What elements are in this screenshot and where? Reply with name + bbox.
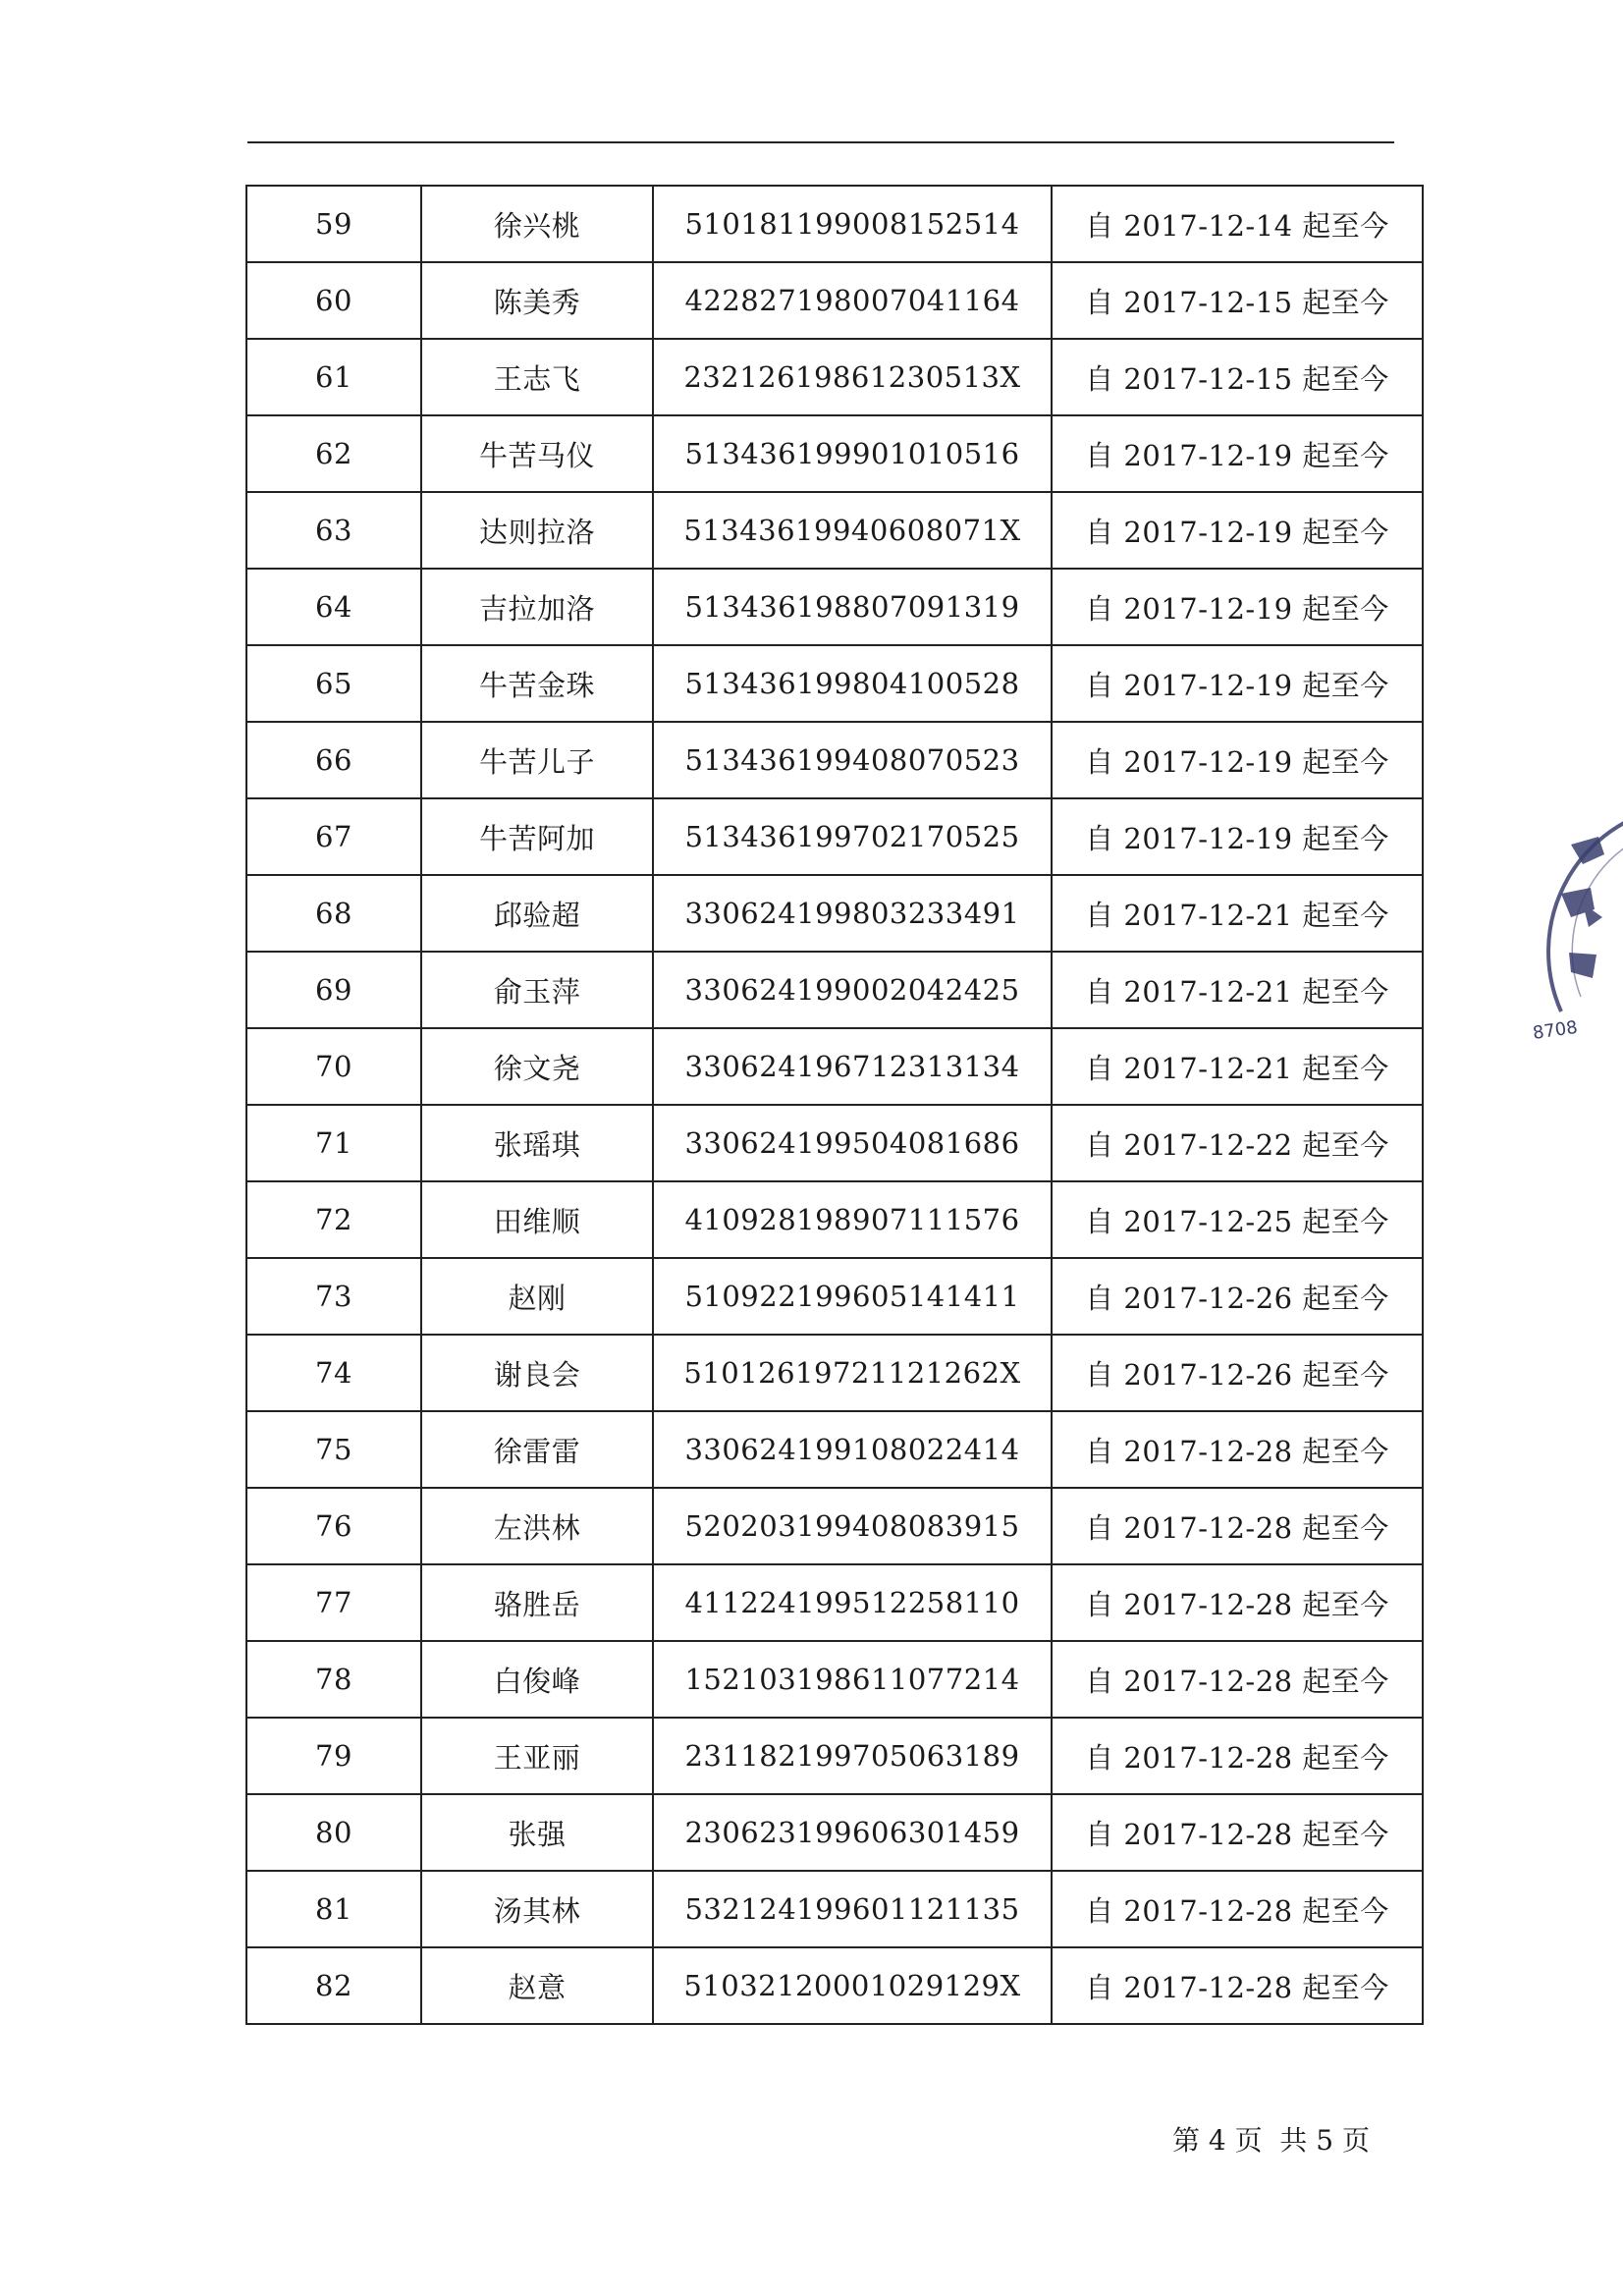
id-number: 51012619721121262X [653,1335,1052,1411]
table-row [246,1028,1423,1105]
table-row [246,569,1423,645]
id-number: 51343619940608071X [653,492,1052,569]
employee-name: 汤其林 [421,1871,653,1947]
employee-name: 王志飞 [421,339,653,415]
table-row [246,798,1423,875]
employment-period: 自 2017-12-21 起至今 [1052,952,1423,1028]
page-number: 第 4 页 共 5 页 [1171,2124,1370,2157]
employment-period: 自 2017-12-19 起至今 [1052,569,1423,645]
table-row [246,1488,1423,1564]
id-number: 513436199408070523 [653,722,1052,798]
employee-name: 徐雷雷 [421,1411,653,1488]
table-row [246,1105,1423,1181]
row-number: 65 [246,645,421,722]
table-row [246,1871,1423,1947]
table-row [246,415,1423,492]
employment-period: 自 2017-12-28 起至今 [1052,1488,1423,1564]
id-number: 330624196712313134 [653,1028,1052,1105]
employment-period: 自 2017-12-19 起至今 [1052,492,1423,569]
employment-period: 自 2017-12-19 起至今 [1052,645,1423,722]
row-number: 81 [246,1871,421,1947]
row-number: 64 [246,569,421,645]
official-seal [1532,786,1623,1139]
employee-name: 张瑶琪 [421,1105,653,1181]
employee-name: 陈美秀 [421,262,653,339]
employment-period: 自 2017-12-19 起至今 [1052,798,1423,875]
employment-period: 自 2017-12-19 起至今 [1052,415,1423,492]
id-number: 510922199605141411 [653,1258,1052,1335]
row-number: 69 [246,952,421,1028]
employee-table [245,185,1424,2025]
employment-period: 自 2017-12-25 起至今 [1052,1181,1423,1258]
employment-period: 自 2017-12-28 起至今 [1052,1871,1423,1947]
table-row [246,186,1423,262]
id-number: 230623199606301459 [653,1794,1052,1871]
employment-period: 自 2017-12-28 起至今 [1052,1411,1423,1488]
table-row [246,1335,1423,1411]
id-number: 513436199702170525 [653,798,1052,875]
row-number: 68 [246,875,421,952]
row-number: 62 [246,415,421,492]
employee-name: 牛苦儿子 [421,722,653,798]
id-number: 422827198007041164 [653,262,1052,339]
id-number: 513436198807091319 [653,569,1052,645]
employment-period: 自 2017-12-28 起至今 [1052,1794,1423,1871]
row-number: 59 [246,186,421,262]
employment-period: 自 2017-12-28 起至今 [1052,1564,1423,1641]
table-row [246,1564,1423,1641]
id-number: 231182199705063189 [653,1718,1052,1794]
row-number: 71 [246,1105,421,1181]
id-number: 330624199002042425 [653,952,1052,1028]
employee-name: 俞玉萍 [421,952,653,1028]
table-row [246,262,1423,339]
row-number: 63 [246,492,421,569]
employment-period: 自 2017-12-22 起至今 [1052,1105,1423,1181]
row-number: 61 [246,339,421,415]
employee-name: 达则拉洛 [421,492,653,569]
id-number: 330624199803233491 [653,875,1052,952]
table-row [246,339,1423,415]
id-number: 411224199512258110 [653,1564,1052,1641]
table-row [246,492,1423,569]
id-number: 520203199408083915 [653,1488,1052,1564]
employee-name: 田维顺 [421,1181,653,1258]
row-number: 80 [246,1794,421,1871]
employee-name: 徐文尧 [421,1028,653,1105]
row-number: 75 [246,1411,421,1488]
header-rule [247,141,1394,143]
employment-period: 自 2017-12-26 起至今 [1052,1258,1423,1335]
table-row [246,1641,1423,1718]
employment-period: 自 2017-12-28 起至今 [1052,1641,1423,1718]
employment-period: 自 2017-12-19 起至今 [1052,722,1423,798]
table-row [246,1411,1423,1488]
employment-period: 自 2017-12-28 起至今 [1052,1718,1423,1794]
employment-period: 自 2017-12-21 起至今 [1052,875,1423,952]
id-number: 513436199901010516 [653,415,1052,492]
row-number: 82 [246,1947,421,2024]
employee-name: 牛苦金珠 [421,645,653,722]
id-number: 510181199008152514 [653,186,1052,262]
row-number: 76 [246,1488,421,1564]
id-number: 51032120001029129X [653,1947,1052,2024]
row-number: 78 [246,1641,421,1718]
row-number: 66 [246,722,421,798]
employee-name: 牛苦马仪 [421,415,653,492]
employee-name: 谢良会 [421,1335,653,1411]
employment-period: 自 2017-12-14 起至今 [1052,186,1423,262]
employee-name: 白俊峰 [421,1641,653,1718]
employee-name: 牛苦阿加 [421,798,653,875]
id-number: 23212619861230513X [653,339,1052,415]
id-number: 330624199504081686 [653,1105,1052,1181]
table-body [246,186,1423,2024]
table-row [246,952,1423,1028]
employee-name: 赵刚 [421,1258,653,1335]
id-number: 532124199601121135 [653,1871,1052,1947]
table-row [246,1181,1423,1258]
employment-period: 自 2017-12-15 起至今 [1052,339,1423,415]
table-row [246,1258,1423,1335]
employment-period: 自 2017-12-21 起至今 [1052,1028,1423,1105]
employee-name: 张强 [421,1794,653,1871]
employee-name: 吉拉加洛 [421,569,653,645]
employee-name: 骆胜岳 [421,1564,653,1641]
table-row [246,875,1423,952]
employee-name: 王亚丽 [421,1718,653,1794]
row-number: 73 [246,1258,421,1335]
employee-name: 赵意 [421,1947,653,2024]
row-number: 67 [246,798,421,875]
row-number: 70 [246,1028,421,1105]
employee-name: 徐兴桃 [421,186,653,262]
id-number: 410928198907111576 [653,1181,1052,1258]
row-number: 60 [246,262,421,339]
seal-number: 8708 [1532,1016,1580,1044]
table-row [246,645,1423,722]
row-number: 74 [246,1335,421,1411]
row-number: 77 [246,1564,421,1641]
table-row [246,1718,1423,1794]
employment-period: 自 2017-12-28 起至今 [1052,1947,1423,2024]
table-row [246,722,1423,798]
row-number: 72 [246,1181,421,1258]
row-number: 79 [246,1718,421,1794]
employment-period: 自 2017-12-15 起至今 [1052,262,1423,339]
id-number: 152103198611077214 [653,1641,1052,1718]
id-number: 330624199108022414 [653,1411,1052,1488]
table-row [246,1947,1423,2024]
id-number: 513436199804100528 [653,645,1052,722]
employee-name: 邱验超 [421,875,653,952]
employment-period: 自 2017-12-26 起至今 [1052,1335,1423,1411]
employee-name: 左洪林 [421,1488,653,1564]
table-row [246,1794,1423,1871]
